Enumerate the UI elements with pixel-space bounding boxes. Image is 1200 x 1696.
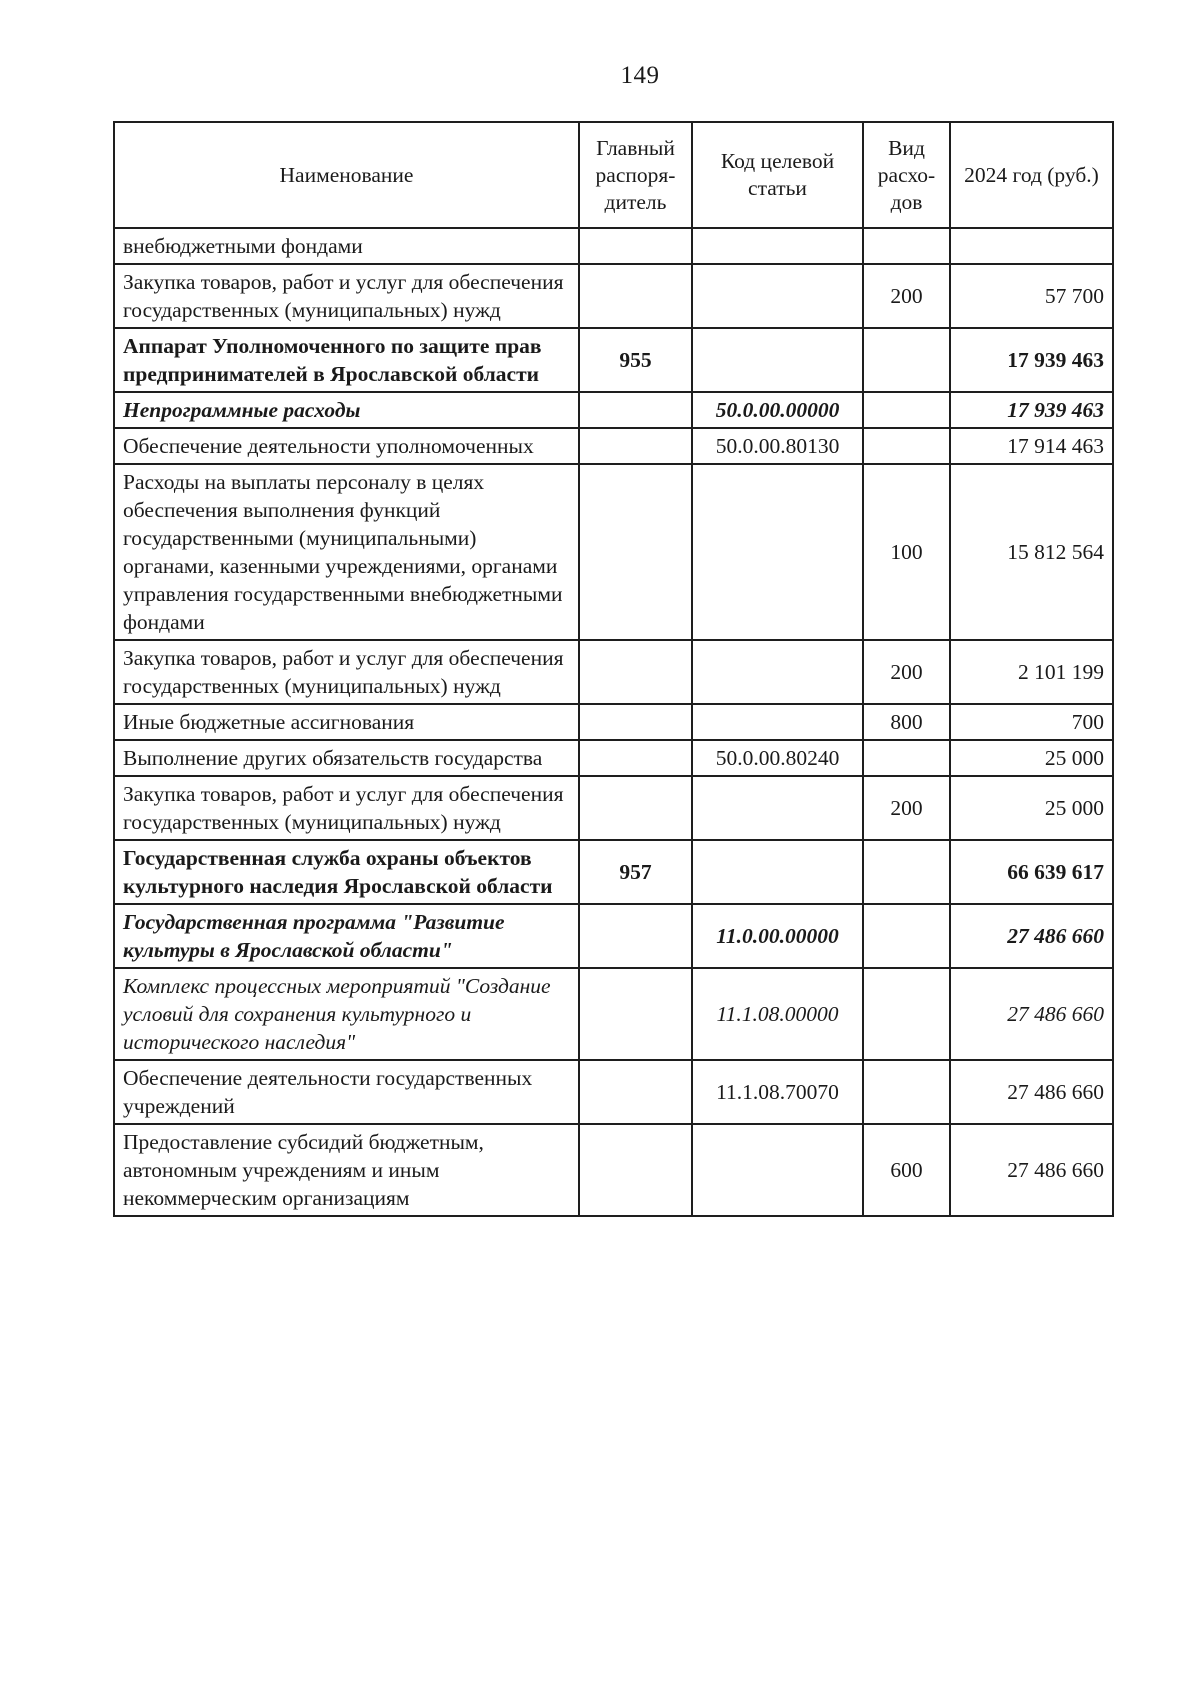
header-kind: Вид расхо-дов (863, 122, 950, 228)
cell-code: 11.1.08.70070 (692, 1060, 863, 1124)
table-row (114, 968, 1113, 1060)
cell-owner (579, 968, 692, 1060)
table-row (114, 228, 1113, 264)
cell-code (692, 228, 863, 264)
cell-owner: 957 (579, 840, 692, 904)
header-code: Код целевой статьи (692, 122, 863, 228)
cell-owner (579, 704, 692, 740)
table-row (114, 776, 1113, 840)
cell-kind: 600 (863, 1124, 950, 1216)
cell-code: 50.0.00.00000 (692, 392, 863, 428)
cell-code: 11.0.00.00000 (692, 904, 863, 968)
cell-amount: 25 000 (950, 776, 1113, 840)
cell-amount: 15 812 564 (950, 464, 1113, 640)
cell-kind (863, 740, 950, 776)
cell-amount: 27 486 660 (950, 1124, 1113, 1216)
cell-name: Непрограммные расходы (114, 392, 579, 428)
header-amount: 2024 год (руб.) (950, 122, 1113, 228)
cell-amount: 27 486 660 (950, 1060, 1113, 1124)
cell-name: Комплекс процессных мероприятий "Создание условий для сохранения культурного и исторического наследия" (114, 968, 579, 1060)
cell-name: Расходы на выплаты персоналу в целях обеспечения выполнения функций государственными (муниципальными) органами, казенными учреждениями, органами управления государственными внебюджетными фондами (114, 464, 579, 640)
cell-name: Обеспечение деятельности уполномоченных (114, 428, 579, 464)
cell-amount: 27 486 660 (950, 904, 1113, 968)
page-number: 149 (620, 62, 660, 89)
cell-name: Государственная служба охраны объектов культурного наследия Ярославской области (114, 840, 579, 904)
table-row (114, 428, 1113, 464)
cell-name: Выполнение других обязательств государства (114, 740, 579, 776)
cell-owner: 955 (579, 328, 692, 392)
cell-kind (863, 392, 950, 428)
cell-owner (579, 464, 692, 640)
cell-name: Предоставление субсидий бюджетным, автономным учреждениям и иным некоммерческим организациям (114, 1124, 579, 1216)
cell-amount: 17 939 463 (950, 328, 1113, 392)
cell-amount: 66 639 617 (950, 840, 1113, 904)
cell-code (692, 264, 863, 328)
cell-owner (579, 1060, 692, 1124)
header-owner: Главный распоря-дитель (579, 122, 692, 228)
cell-owner (579, 904, 692, 968)
cell-amount: 27 486 660 (950, 968, 1113, 1060)
cell-kind (863, 428, 950, 464)
cell-owner (579, 392, 692, 428)
cell-owner (579, 640, 692, 704)
cell-code: 50.0.00.80130 (692, 428, 863, 464)
cell-code (692, 704, 863, 740)
table-row (114, 840, 1113, 904)
table-row (114, 740, 1113, 776)
cell-owner (579, 428, 692, 464)
cell-kind: 200 (863, 776, 950, 840)
cell-kind: 200 (863, 640, 950, 704)
cell-name: внебюджетными фондами (114, 228, 579, 264)
table-row (114, 904, 1113, 968)
table-row (114, 1124, 1113, 1216)
table-row (114, 1060, 1113, 1124)
cell-kind (863, 840, 950, 904)
budget-table (113, 121, 1114, 1217)
table-row (114, 392, 1113, 428)
header-row (114, 122, 1113, 228)
cell-owner (579, 228, 692, 264)
table-body (114, 228, 1113, 1216)
cell-kind: 200 (863, 264, 950, 328)
cell-kind (863, 1060, 950, 1124)
cell-code (692, 776, 863, 840)
cell-amount: 17 914 463 (950, 428, 1113, 464)
cell-code: 50.0.00.80240 (692, 740, 863, 776)
cell-kind: 800 (863, 704, 950, 740)
cell-kind (863, 904, 950, 968)
table-row (114, 464, 1113, 640)
cell-owner (579, 776, 692, 840)
cell-code (692, 640, 863, 704)
cell-amount: 700 (950, 704, 1113, 740)
cell-kind: 100 (863, 464, 950, 640)
cell-name: Закупка товаров, работ и услуг для обеспечения государственных (муниципальных) нужд (114, 264, 579, 328)
table-header (114, 122, 1113, 228)
table-row (114, 328, 1113, 392)
cell-name: Обеспечение деятельности государственных учреждений (114, 1060, 579, 1124)
cell-code (692, 840, 863, 904)
cell-name: Закупка товаров, работ и услуг для обеспечения государственных (муниципальных) нужд (114, 640, 579, 704)
cell-code (692, 464, 863, 640)
cell-name: Аппарат Уполномоченного по защите прав предпринимателей в Ярославской области (114, 328, 579, 392)
cell-amount: 25 000 (950, 740, 1113, 776)
cell-kind (863, 968, 950, 1060)
cell-name: Иные бюджетные ассигнования (114, 704, 579, 740)
cell-owner (579, 264, 692, 328)
cell-owner (579, 1124, 692, 1216)
cell-kind (863, 228, 950, 264)
cell-owner (579, 740, 692, 776)
cell-name: Закупка товаров, работ и услуг для обеспечения государственных (муниципальных) нужд (114, 776, 579, 840)
table-row (114, 704, 1113, 740)
cell-code (692, 328, 863, 392)
cell-code: 11.1.08.00000 (692, 968, 863, 1060)
table-row (114, 264, 1113, 328)
header-name: Наименование (114, 122, 579, 228)
cell-amount: 2 101 199 (950, 640, 1113, 704)
table-row (114, 640, 1113, 704)
cell-amount: 17 939 463 (950, 392, 1113, 428)
cell-code (692, 1124, 863, 1216)
cell-amount: 57 700 (950, 264, 1113, 328)
cell-name: Государственная программа "Развитие культуры в Ярославской области" (114, 904, 579, 968)
cell-amount (950, 228, 1113, 264)
cell-kind (863, 328, 950, 392)
